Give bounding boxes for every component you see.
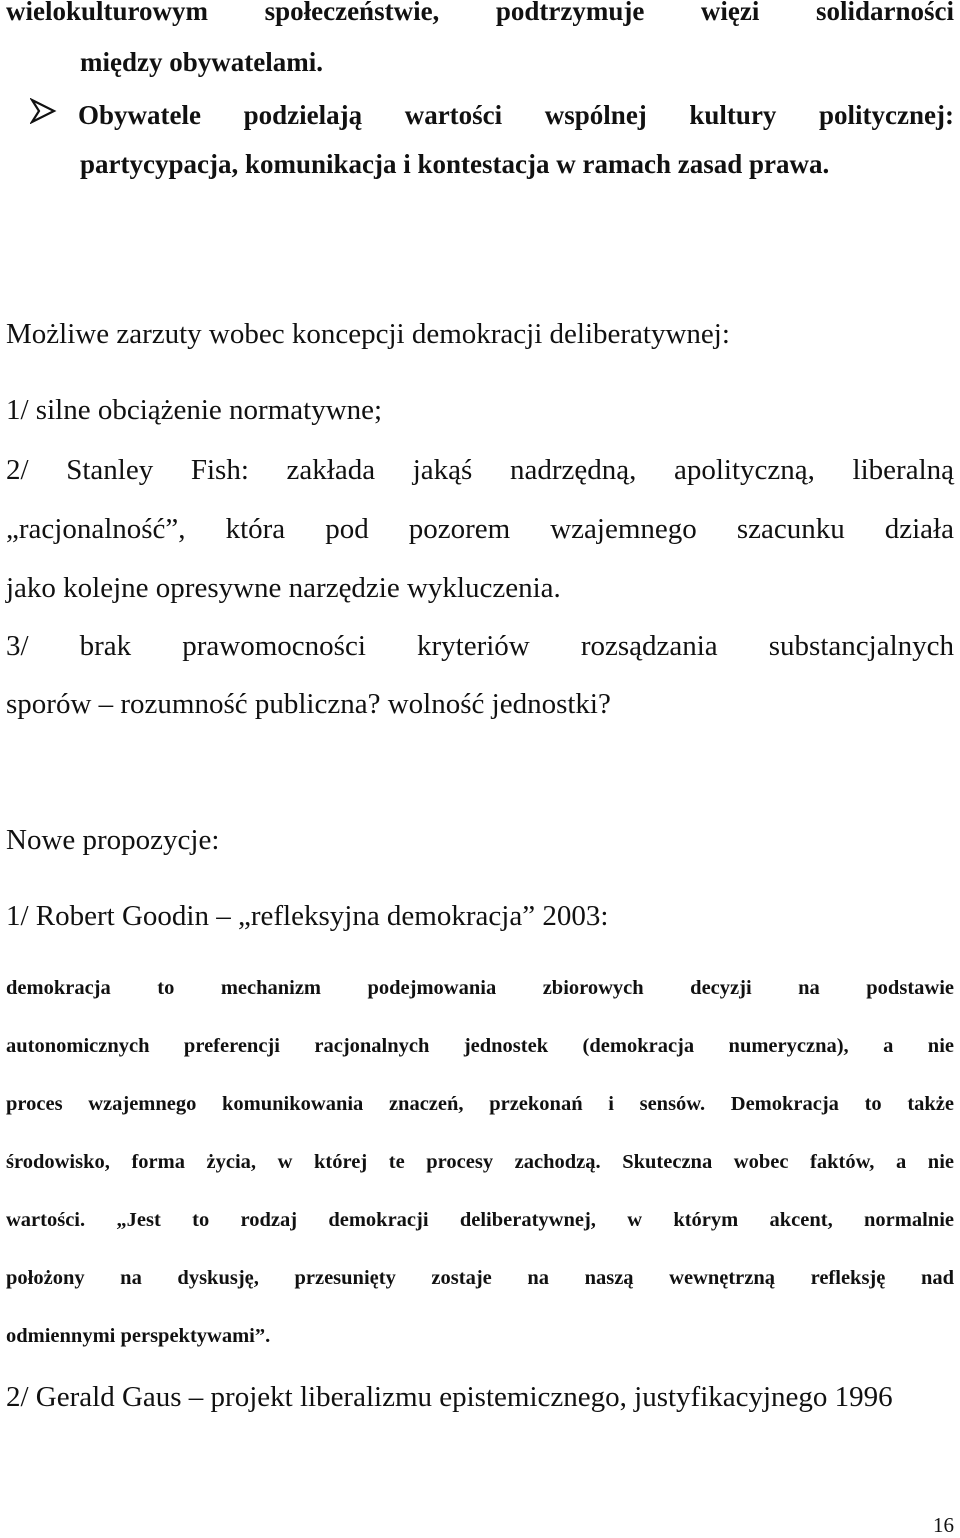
intro-bullet — [30, 98, 954, 131]
objections-heading: Możliwe zarzuty wobec koncepcji demokracji deliberatywnej: — [6, 318, 730, 350]
objection-item-3-line-2: sporów – rozumność publiczna? wolność jednostki? — [6, 688, 611, 720]
proposals-heading: Nowe propozycje: — [6, 824, 220, 856]
objection-item-2-line-1: 2/ Stanley Fish: zakłada jakąś nadrzędną, apolityczną, liberalną — [6, 454, 954, 486]
arrowhead-bullet-icon — [30, 98, 78, 124]
proposal-paragraph-line: odmiennymi perspektywami”. — [6, 1325, 271, 1347]
page-number: 16 — [933, 1513, 954, 1537]
proposal-paragraph-line: demokracja to mechanizm podejmowania zbiorowych decyzji na podstawie — [6, 977, 954, 999]
proposal-paragraph-line: położony na dyskusję, przesunięty zostaje na naszą wewnętrzną refleksję nad — [6, 1267, 954, 1289]
objection-item-1: 1/ silne obciążenie normatywne; — [6, 394, 383, 426]
proposal-paragraph-line: proces wzajemnego komunikowania znaczeń, przekonań i sensów. Demokracja to także — [6, 1093, 954, 1115]
objection-item-3-line-1: 3/ brak prawomocności kryteriów rozsądzania substancjalnych — [6, 630, 954, 662]
bullet-text-line-1: Obywatele podzielają wartości wspólnej kultury politycznej: — [78, 100, 954, 130]
intro-line-1: wielokulturowym społeczeństwie, podtrzymuje więzi solidarności — [6, 0, 954, 26]
intro-line-2: między obywatelami. — [80, 47, 323, 77]
proposal-item-1-heading: 1/ Robert Goodin – „refleksyjna demokracja” 2003: — [6, 900, 609, 932]
proposal-paragraph-line: wartości. „Jest to rodzaj demokracji deliberatywnej, w którym akcent, normalnie — [6, 1209, 954, 1231]
proposal-paragraph-line: autonomicznych preferencji racjonalnych jednostek (demokracja numeryczna), a nie — [6, 1035, 954, 1057]
objection-item-2-line-3: jako kolejne opresywne narzędzie wykluczenia. — [6, 572, 561, 604]
proposal-item-2-heading: 2/ Gerald Gaus – projekt liberalizmu epistemicznego, justyfikacyjnego 1996 — [6, 1381, 893, 1413]
proposal-paragraph-line: środowisko, forma życia, w której te procesy zachodzą. Skuteczna wobec faktów, a nie — [6, 1151, 954, 1173]
objection-item-2-line-2: „racjonalność”, która pod pozorem wzajemnego szacunku działa — [6, 513, 954, 545]
bullet-text-line-2: partycypacja, komunikacja i kontestacja w ramach zasad prawa. — [80, 149, 830, 179]
